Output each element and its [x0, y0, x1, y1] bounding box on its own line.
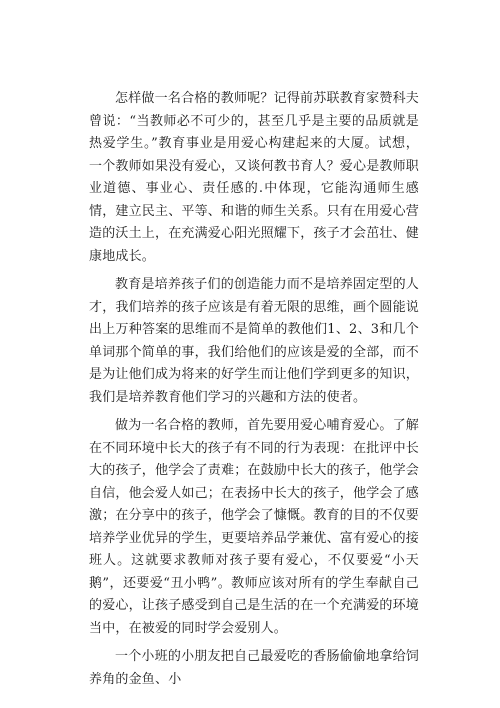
paragraph-4: 一个小班的小朋友把自己最爱吃的香肠偷偷地拿给饲养角的金鱼、小	[89, 649, 419, 687]
paragraph-3: 做为一名合格的教师，首先要用爱心哺育爱心。了解在不同环境中长大的孩子有不同的行为表现：在批评中长大的孩子，他学会了责难；在鼓励中长大的孩子，他学会自信，他会爱人如己；在表扬中长大的孩子，他学会了感激；在分享中的孩子，他学会了慷慨。教育的目的不仅要培养学业优异的学生，更要培养品学兼优、富有爱心的接班人。这就要求教师对孩子要有爱心，不仅要爱“小天鹅”，还要爱“丑小鸭”。教师应该对所有的学生奉献自己的爱心，让孩子感受到自己是生活的在一个充满爱的环境当中，在被爱的同时学会爱别人。	[89, 418, 420, 636]
paragraph-1: 怎样做一名合格的教师呢？记得前苏联教育家赞科夫曾说：“当教师必不可少的，甚至几乎是主要的品质就是热爱学生。”教育事业是用爱心构建起来的大厦。试想，一个教师如果没有爱心，又谈何教书育人？爱心是教师职业道德、事业心、责任感的.中体现，它能沟通师生感情，建立民主、平等、和谐的师生关系。只有在用爱心营造的沃土上，在充满爱心阳光照耀下，孩子才会茁壮、健康地成长。	[89, 91, 420, 264]
paragraph-2: 教育是培养孩子们的创造能力而不是培养固定型的人才，我们培养的孩子应该是有着无限的思维，画个圆能说出上万种答案的思维而不是简单的教他们1、2、3和几个单词那个简单的事，我们给他们的应该是爱的全部，而不是为让他们成为将来的好学生而让他们学到更多的知识，我们是培养教育他们学习的兴趣和方法的使者。	[89, 277, 420, 405]
document-body	[89, 88, 419, 691]
